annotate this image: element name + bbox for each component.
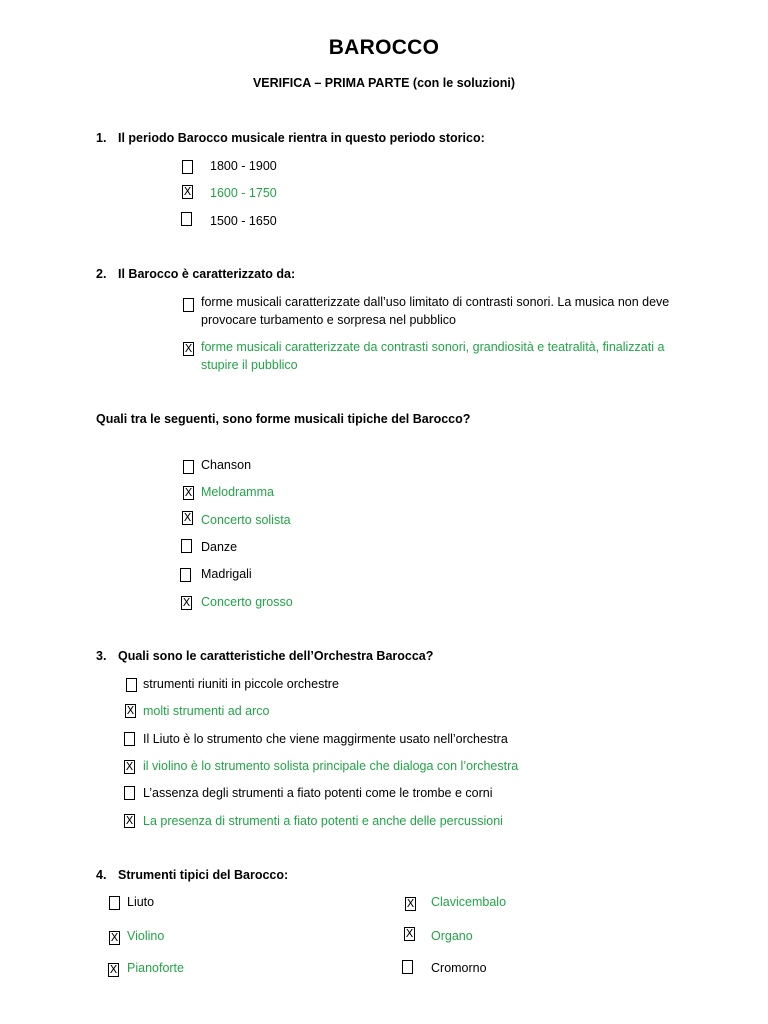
question-3-text: Quali sono le caratteristiche dell’Orchestra Barocca? <box>118 649 434 663</box>
q3-checkbox-6[interactable] <box>124 814 135 828</box>
forms-option-1: Chanson <box>201 458 252 472</box>
document-subtitle: VERIFICA – PRIMA PARTE (con le soluzioni) <box>252 76 516 90</box>
q3-checkbox-5[interactable] <box>124 786 135 800</box>
q3-option-4: il violino è lo strumento solista principale che dialoga con l’orchestra <box>143 759 519 773</box>
q4-checkbox-liuto[interactable] <box>109 896 120 910</box>
q4-checkbox-pianoforte[interactable] <box>108 963 119 977</box>
q2-option-2: forme musicali caratterizzate da contrasti sonori, grandiosità e teatralità, finalizzati a stupire il pubblico <box>201 340 665 372</box>
question-forms <box>96 412 470 426</box>
q4-option-cromorno: Cromorno <box>431 961 487 975</box>
q1-checkbox-1[interactable] <box>182 160 193 174</box>
q3-option-1: strumenti riuniti in piccole orchestre <box>143 677 339 691</box>
q3-option-5: L’assenza degli strumenti a fiato potenti come le trombe e corni <box>143 786 493 800</box>
forms-checkbox-4[interactable] <box>181 539 192 553</box>
question-1-text: Il periodo Barocco musicale rientra in questo periodo storico: <box>118 131 485 145</box>
q4-option-pianoforte: Pianoforte <box>127 961 184 975</box>
q1-checkbox-3[interactable] <box>181 212 192 226</box>
forms-option-3: Concerto solista <box>201 513 291 527</box>
q4-checkbox-cromorno[interactable] <box>402 960 413 974</box>
forms-checkbox-6[interactable] <box>181 596 192 610</box>
question-4-number: 4. <box>96 868 107 882</box>
q3-checkbox-3[interactable] <box>124 732 135 746</box>
question-2-text: Il Barocco è caratterizzato da: <box>118 267 296 281</box>
question-2-number: 2. <box>96 267 107 281</box>
q2-checkbox-2[interactable] <box>183 342 194 356</box>
question-3-number: 3. <box>96 649 107 663</box>
question-1 <box>96 131 485 145</box>
question-2 <box>96 267 295 281</box>
q3-option-2: molti strumenti ad arco <box>143 704 270 718</box>
q1-option-1: 1800 - 1900 <box>210 159 277 173</box>
q3-option-3: Il Liuto è lo strumento che viene maggirmente usato nell’orchestra <box>143 732 508 746</box>
q4-option-organo: Organo <box>431 929 473 943</box>
q4-option-violino: Violino <box>127 929 165 943</box>
q3-checkbox-1[interactable] <box>126 678 137 692</box>
question-3 <box>96 649 433 663</box>
forms-checkbox-3[interactable] <box>182 511 193 525</box>
q4-option-liuto: Liuto <box>127 895 155 909</box>
q1-checkbox-2[interactable] <box>182 185 193 199</box>
forms-checkbox-1[interactable] <box>183 460 194 474</box>
question-1-number: 1. <box>96 131 107 145</box>
forms-option-5: Madrigali <box>201 567 252 581</box>
q3-option-6: La presenza di strumenti a fiato potenti e anche delle percussioni <box>143 814 503 828</box>
q4-checkbox-clavicembalo[interactable] <box>405 897 416 911</box>
question-4 <box>96 868 288 882</box>
document-title: BAROCCO <box>328 36 440 59</box>
q2-option-1: forme musicali caratterizzate dall’uso limitato di contrasti sonori. La musica non deve provocare turbamento e sorpresa nel pubblico <box>201 295 670 327</box>
question-4-text: Strumenti tipici del Barocco: <box>118 868 289 882</box>
forms-option-2: Melodramma <box>201 485 274 499</box>
q2-checkbox-1[interactable] <box>183 298 194 312</box>
q4-option-clavicembalo: Clavicembalo <box>431 895 507 909</box>
forms-option-6: Concerto grosso <box>201 595 293 609</box>
question-forms-text: Quali tra le seguenti, sono forme musicali tipiche del Barocco? <box>96 412 471 426</box>
q4-checkbox-violino[interactable] <box>109 931 120 945</box>
forms-checkbox-2[interactable] <box>183 486 194 500</box>
q1-option-3: 1500 - 1650 <box>210 214 277 228</box>
q4-checkbox-organo[interactable] <box>404 927 415 941</box>
q1-option-2: 1600 - 1750 <box>210 186 277 200</box>
q3-checkbox-2[interactable] <box>125 704 136 718</box>
forms-checkbox-5[interactable] <box>180 568 191 582</box>
q3-checkbox-4[interactable] <box>124 760 135 774</box>
forms-option-4: Danze <box>201 540 238 554</box>
